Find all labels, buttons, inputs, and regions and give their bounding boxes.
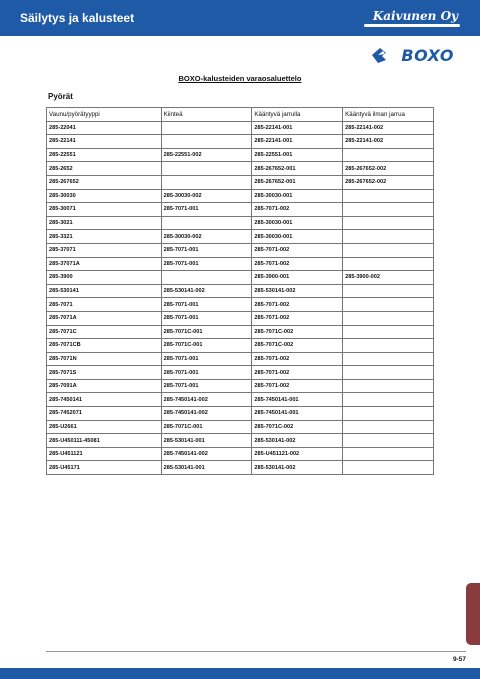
table-cell: 285-7091A (47, 379, 162, 393)
table-cell (161, 121, 252, 135)
table-cell: 285-30030 (47, 189, 162, 203)
table-cell: 285-7450141-002 (161, 447, 252, 461)
table-cell: 285-530141 (47, 284, 162, 298)
table-cell: 285-22551 (47, 148, 162, 162)
table-cell: 285-7071CB (47, 339, 162, 353)
table-cell: 285-22551-002 (161, 148, 252, 162)
table-cell (343, 257, 434, 271)
table-cell: 285-267652 (47, 175, 162, 189)
table-cell (343, 203, 434, 217)
table-row (47, 420, 434, 434)
table-cell: 285-530141-001 (161, 434, 252, 448)
table-cell (343, 243, 434, 257)
table-cell: 285-7071-002 (252, 352, 343, 366)
table-row (47, 393, 434, 407)
table-cell: 285-7071C-001 (161, 420, 252, 434)
table-cell (161, 135, 252, 149)
table-row (47, 352, 434, 366)
table-row (47, 135, 434, 149)
section-heading: Pyörät (48, 92, 73, 101)
table-cell (161, 216, 252, 230)
table-cell: 285-267652-002 (343, 162, 434, 176)
table-cell: 285-30030-002 (161, 230, 252, 244)
table-cell (343, 352, 434, 366)
table-row (47, 121, 434, 135)
table-cell: 285-7071-001 (161, 257, 252, 271)
table-cell: 285-7071C-002 (252, 325, 343, 339)
table-cell: 285-530141-002 (252, 461, 343, 475)
table-row (47, 189, 434, 203)
table-cell: 285-3021 (47, 216, 162, 230)
table-row (47, 447, 434, 461)
table-body (47, 121, 434, 474)
table-cell (343, 393, 434, 407)
table-cell (343, 189, 434, 203)
table-cell: 285-U451121-002 (252, 447, 343, 461)
table-row (47, 243, 434, 257)
table-cell: 285-267652-001 (252, 175, 343, 189)
table-cell: 285-7450141-001 (252, 407, 343, 421)
table-cell: 285-30030-001 (252, 230, 343, 244)
table-cell (343, 298, 434, 312)
table-cell: 285-7071-002 (252, 379, 343, 393)
table-row (47, 230, 434, 244)
table-cell: 285-U2661 (47, 420, 162, 434)
table-cell (343, 420, 434, 434)
table-cell (343, 339, 434, 353)
chapter-tab (466, 583, 480, 645)
table-cell: 285-U45171 (47, 461, 162, 475)
table-cell: 285-7450141-001 (252, 393, 343, 407)
footer-divider (46, 651, 466, 652)
table-cell (343, 230, 434, 244)
table-cell: 285-7071C-002 (252, 420, 343, 434)
table-cell: 285-30030-001 (252, 216, 343, 230)
table-cell: 285-7071C-001 (161, 339, 252, 353)
table-row (47, 379, 434, 393)
table-cell: 285-530141-002 (252, 434, 343, 448)
table-cell (343, 379, 434, 393)
table-cell: 285-7071 (47, 298, 162, 312)
table-cell: 285-530141-001 (161, 461, 252, 475)
table-cell (343, 366, 434, 380)
table-cell: 285-3900-002 (343, 271, 434, 285)
table-cell: 285-7071-001 (161, 366, 252, 380)
table-cell: 285-7071S (47, 366, 162, 380)
table-cell: 285-U451121 (47, 447, 162, 461)
table-cell (343, 148, 434, 162)
table-cell: 285-7452071 (47, 407, 162, 421)
table-row (47, 148, 434, 162)
table-cell: 285-7450141 (47, 393, 162, 407)
page-number: 9-57 (452, 656, 466, 663)
table-cell: 285-22141-001 (252, 121, 343, 135)
table-cell: 285-30030-002 (161, 189, 252, 203)
table-row (47, 175, 434, 189)
table-cell: 285-267652-002 (343, 175, 434, 189)
table-cell: 285-22141 (47, 135, 162, 149)
table-cell: 285-7071-002 (252, 366, 343, 380)
table-cell (161, 271, 252, 285)
table-row (47, 325, 434, 339)
table-cell (161, 175, 252, 189)
table-cell (343, 325, 434, 339)
header-bar (0, 0, 480, 36)
table-cell (343, 311, 434, 325)
table-row (47, 203, 434, 217)
column-header: Kääntyvä ilman jarrua (343, 108, 434, 122)
table-cell: 285-7071A (47, 311, 162, 325)
table-cell: 285-7071-002 (252, 243, 343, 257)
parts-table (46, 107, 434, 475)
table-cell: 285-22551-001 (252, 148, 343, 162)
table-cell (343, 447, 434, 461)
table-cell (343, 284, 434, 298)
table-cell: 285-7071-001 (161, 203, 252, 217)
table-cell (343, 461, 434, 475)
table-cell: 285-530141-002 (252, 284, 343, 298)
table-cell: 285-7450141-002 (161, 407, 252, 421)
table-cell: 285-22041 (47, 121, 162, 135)
table-cell: 285-3900 (47, 271, 162, 285)
table-cell: 285-7071-001 (161, 311, 252, 325)
table-row (47, 434, 434, 448)
table-row (47, 216, 434, 230)
table-row (47, 366, 434, 380)
table-row (47, 257, 434, 271)
table-cell (161, 162, 252, 176)
header-title: Säilytys ja kalusteet (20, 11, 135, 25)
company-logo: Kaivunen Oy (372, 9, 458, 23)
table-cell: 285-7071N (47, 352, 162, 366)
table-row (47, 311, 434, 325)
table-cell: 285-267652-001 (252, 162, 343, 176)
table-cell: 285-7071-002 (252, 257, 343, 271)
table-header-row (47, 108, 434, 122)
table-row (47, 407, 434, 421)
table-cell: 285-30030-001 (252, 189, 343, 203)
table-cell: 285-30071 (47, 203, 162, 217)
brand-name: BOXO (401, 46, 454, 65)
table-row (47, 271, 434, 285)
table-cell: 285-7071-001 (161, 243, 252, 257)
table-cell: 285-U450111-45081 (47, 434, 162, 448)
table-cell: 285-7071-002 (252, 203, 343, 217)
table-cell (343, 216, 434, 230)
table-cell: 285-22141-001 (252, 135, 343, 149)
table-row (47, 284, 434, 298)
table-cell: 285-7071-001 (161, 379, 252, 393)
table-row (47, 162, 434, 176)
table-cell: 285-7071-001 (161, 352, 252, 366)
table-cell: 285-22141-002 (343, 135, 434, 149)
table-cell: 285-2652 (47, 162, 162, 176)
document-title: BOXO-kalusteiden varaosaluettelo (178, 74, 302, 83)
table-cell (343, 407, 434, 421)
table-cell: 285-7071-002 (252, 311, 343, 325)
column-header: Kiinteä (161, 108, 252, 122)
table-cell: 285-37071A (47, 257, 162, 271)
footer-bar (0, 668, 480, 679)
table-row (47, 298, 434, 312)
column-header: Kääntyvä jarrulla (252, 108, 343, 122)
table-row (47, 339, 434, 353)
table-cell: 285-530141-002 (161, 284, 252, 298)
table-cell: 285-7071-002 (252, 298, 343, 312)
table-row (47, 461, 434, 475)
table-cell: 285-3900-001 (252, 271, 343, 285)
table-cell: 285-7071C-002 (252, 339, 343, 353)
table-cell (343, 434, 434, 448)
table-cell: 285-7450141-002 (161, 393, 252, 407)
table-cell: 285-7071C (47, 325, 162, 339)
table-cell: 285-7071-001 (161, 298, 252, 312)
table-cell: 285-7071C-001 (161, 325, 252, 339)
table-cell: 285-22141-002 (343, 121, 434, 135)
table-cell: 285-37071 (47, 243, 162, 257)
table-cell: 285-3321 (47, 230, 162, 244)
column-header: Vaunu/pyörätyyppi (47, 108, 162, 122)
logo-swoosh (364, 24, 460, 27)
